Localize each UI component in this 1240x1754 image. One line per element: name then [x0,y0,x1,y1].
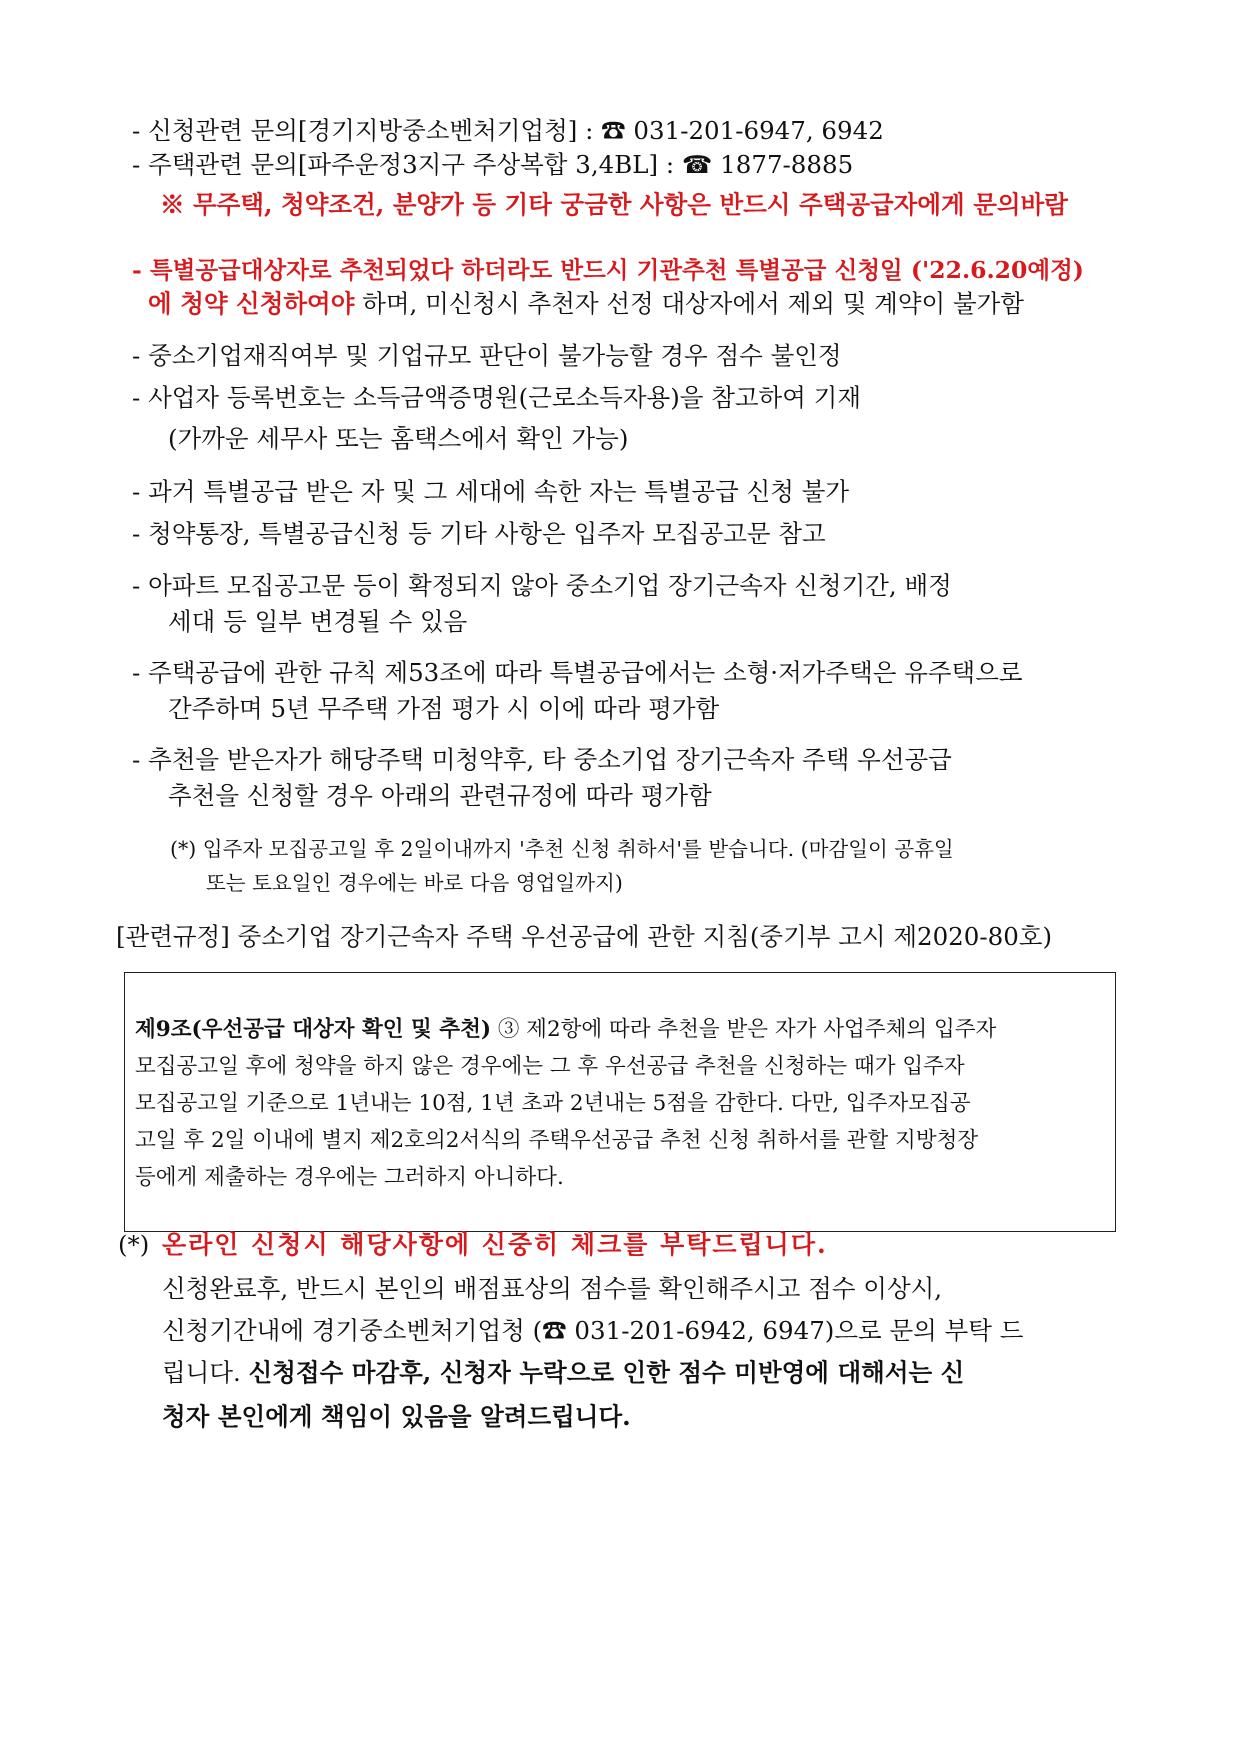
special-supply-emphasis: 에 청약 신청하여야 [148,289,355,318]
recommend-line-1: - 추천을 받은자가 해당주택 미청약후, 타 중소기업 장기근속자 주택 우선공급 [132,745,952,774]
sme-status-line: - 중소기업재직여부 및 기업규모 판단이 불가능할 경우 점수 불인정 [132,341,842,370]
regulation-box [124,972,1116,1232]
notice-para-line-3-start: 립니다. [162,1358,249,1387]
reg-article-text: ③ 제2항에 따라 추천을 받은 자가 사업주체의 입주자 [491,1017,997,1042]
past-special-line: - 과거 특별공급 받은 자 및 그 세대에 속한 자는 특별공급 신청 불가 [132,477,850,506]
regulation-title: [관련규정] 중소기업 장기근속자 주택 우선공급에 관한 지침(중기부 고시 제2020-80호) [116,922,1053,951]
reg-box-line-4: 고일 후 2일 이내에 별지 제2호의2서식의 주택우선공급 추천 신청 취하서를 관할 지방청장 [135,1128,979,1153]
notice-para-line-2: 신청기간내에 경기중소벤처기업청 (☎ 031-201-6942, 6947)으로 문의 부탁 드 [162,1316,1024,1345]
notice-para-line-4: 청자 본인에게 책임이 있음을 알려드립니다. [162,1402,631,1431]
biz-reg-line-1: - 사업자 등록번호는 소득금액증명원(근로소득자용)을 참고하여 기재 [132,383,862,412]
rule53-line-1: - 주택공급에 관한 규칙 제53조에 따라 특별공급에서는 소형·저가주택은 유주택으로 [132,658,1023,687]
notice-marker: (*) [118,1230,150,1259]
rule53-line-2: 간주하며 5년 무주택 가점 평가 시 이에 따라 평가함 [168,694,720,723]
special-supply-line-2 [148,287,1024,321]
biz-reg-line-2: (가까운 세무사 또는 홈택스에서 확인 가능) [168,424,629,453]
footnote-line-1: (*) 입주자 모집공고일 후 2일이내까지 '추천 신청 취하서'를 받습니다. (마감일이 공휴일 [170,837,954,861]
notice-para-line-3 [162,1356,964,1390]
reg-box-line-5: 등에게 제출하는 경우에는 그러하지 아니하다. [135,1165,564,1190]
special-supply-line-1: - 특별공급대상자로 추천되었다 하더라도 반드시 기관추천 특별공급 신청일 ('22.6.20예정) [132,256,1084,284]
inquiry-apply-line: - 신청관련 문의[경기지방중소벤처기업청] : ☎ 031-201-6947, 6942 [132,116,884,145]
footnote-line-2: 또는 토요일인 경우에는 바로 다음 영업일까지) [206,871,623,895]
apt-change-line-2: 세대 등 일부 변경될 수 있음 [168,607,468,636]
special-supply-rest: 하며, 미신청시 추천자 선정 대상자에서 제외 및 계약이 불가함 [354,289,1024,318]
reg-box-line-1 [135,1015,996,1045]
apt-change-line-1: - 아파트 모집공고문 등이 확정되지 않아 중소기업 장기근속자 신청기간, 배정 [132,571,952,600]
reg-box-line-2: 모집공고일 후에 청약을 하지 않은 경우에는 그 후 우선공급 추천을 신청하는 때가 입주자 [135,1054,965,1079]
notice-para-line-1: 신청완료후, 반드시 본인의 배점표상의 점수를 확인해주시고 점수 이상시, [162,1274,943,1303]
recommend-line-2: 추천을 신청할 경우 아래의 관련규정에 따라 평가함 [168,781,712,810]
reg-article-heading: 제9조(우선공급 대상자 확인 및 추천) [135,1017,492,1042]
notice-para-line-3-bold: 신청접수 마감후, 신청자 누락으로 인한 점수 미반영에 대해서는 신 [248,1358,965,1387]
notice-headline: 온라인 신청시 해당사항에 신중히 체크를 부탁드립니다. [162,1230,828,1259]
inquiry-housing-line: - 주택관련 문의[파주운정3지구 주상복합 3,4BL] : ☎ 1877-8885 [132,150,854,179]
reg-box-line-3: 모집공고일 기준으로 1년내는 10점, 1년 초과 2년내는 5점을 감한다. 다만, 입주자모집공 [135,1091,971,1116]
warning-notice: ※ 무주택, 청약조건, 분양가 등 기타 궁금한 사항은 반드시 주택공급자에게 문의바람 [160,190,1068,219]
refer-notice-line: - 청약통장, 특별공급신청 등 기타 사항은 입주자 모집공고문 참고 [132,519,826,548]
